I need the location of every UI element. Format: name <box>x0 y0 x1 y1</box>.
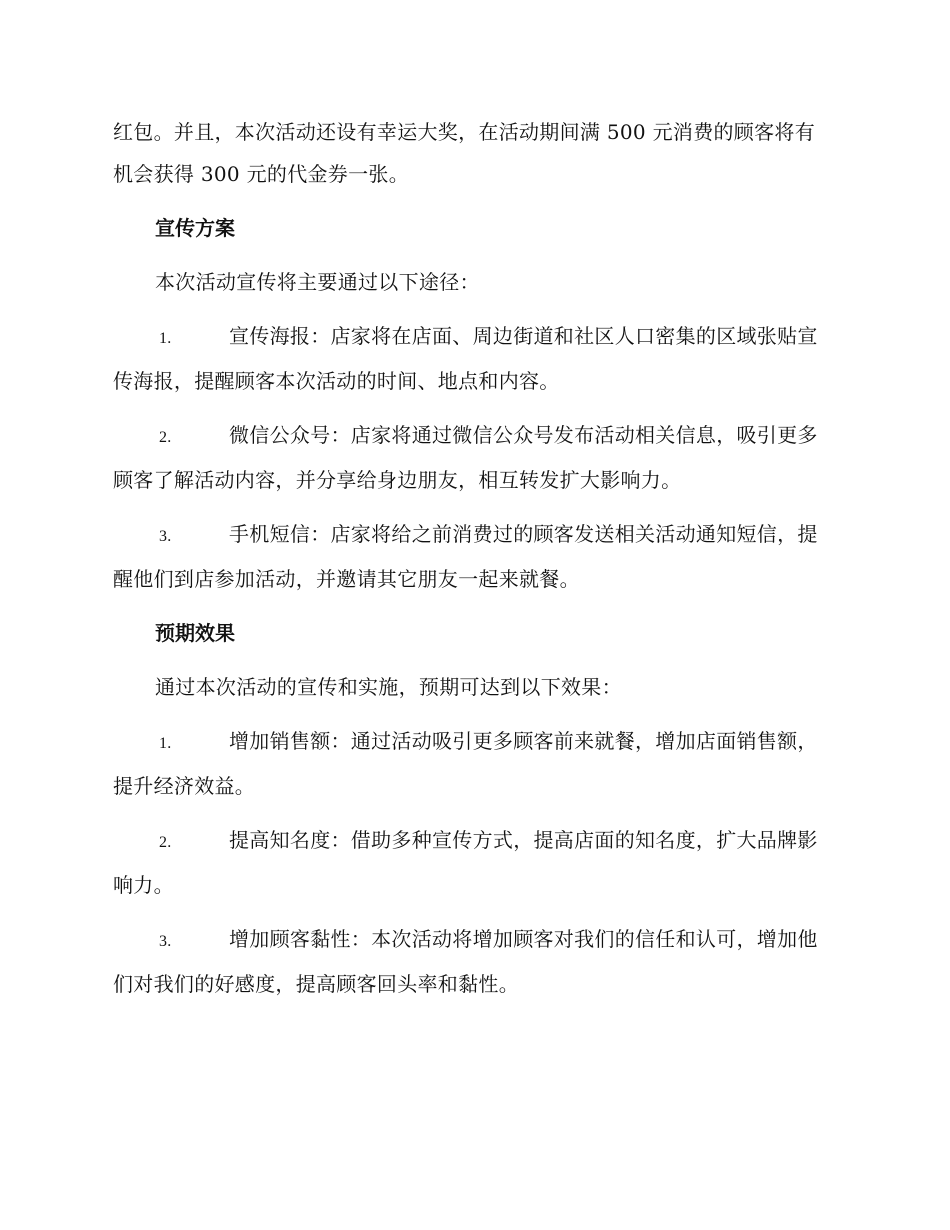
list-item <box>113 513 834 600</box>
list-number: 2. <box>159 429 172 446</box>
list-text: 宣传海报：店家将在店面、周边街道和社区人口密集的区域张贴宣传海报，提醒顾客本次活动的时间、地点和内容。 <box>113 324 818 393</box>
list-item <box>113 918 834 1005</box>
list-item <box>113 414 834 501</box>
list-number: 2. <box>159 834 172 851</box>
list-item <box>113 315 834 402</box>
section-heading-expected: 预期效果 <box>155 621 235 645</box>
list-text: 增加销售额：通过活动吸引更多顾客前来就餐，增加店面销售额，提升经济效益。 <box>113 729 818 798</box>
list-number: 3. <box>159 933 172 950</box>
list-text: 手机短信：店家将给之前消费过的顾客发送相关活动通知短信，提醒他们到店参加活动，并邀请其它朋友一起来就餐。 <box>113 522 818 591</box>
list-item <box>113 720 834 807</box>
promotion-lead: 本次活动宣传将主要通过以下途径： <box>155 270 480 294</box>
list-text: 微信公众号：店家将通过微信公众号发布活动相关信息，吸引更多顾客了解活动内容，并分享给身边朋友，相互转发扩大影响力。 <box>113 423 818 492</box>
list-number: 1. <box>159 735 172 752</box>
section-heading-promotion: 宣传方案 <box>155 216 235 240</box>
list-number: 1. <box>159 330 172 347</box>
list-text: 增加顾客黏性：本次活动将增加顾客对我们的信任和认可，增加他们对我们的好感度，提高顾客回头率和黏性。 <box>113 927 818 996</box>
list-text: 提高知名度：借助多种宣传方式，提高店面的知名度，扩大品牌影响力。 <box>113 828 818 897</box>
intro-continuation: 红包。并且，本次活动还设有幸运大奖，在活动期间满 500 元消费的顾客将有机会获得 300 元的代金券一张。 <box>113 120 815 186</box>
expected-lead: 通过本次活动的宣传和实施，预期可达到以下效果： <box>155 675 622 699</box>
list-number: 3. <box>159 528 172 545</box>
list-item <box>113 819 834 906</box>
